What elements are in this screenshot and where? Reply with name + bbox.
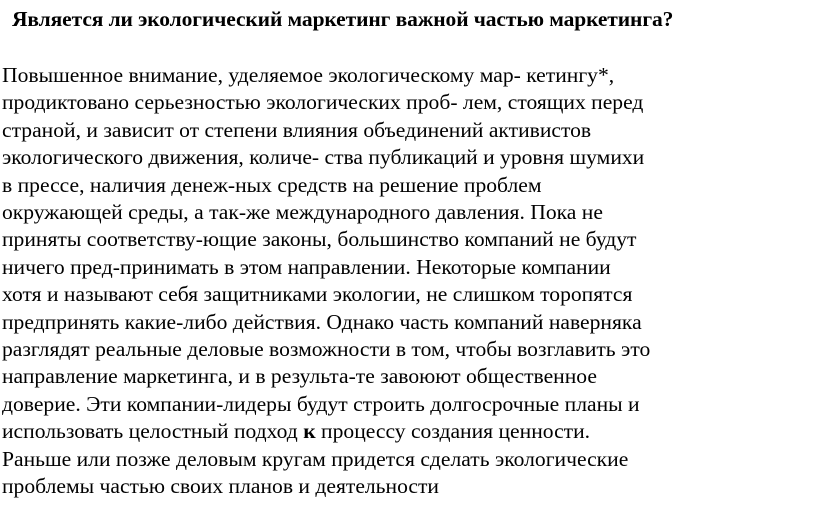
text-line: ничего пред-принимать в этом направлении. Некоторые компании — [2, 254, 611, 279]
text-line: доверие. Эти компании-лидеры будут строить долгосрочные планы и — [2, 391, 640, 416]
text-line: направление маркетинга, и в результа-те завоюют общественное — [2, 364, 597, 389]
text-segment: использовать целостный подход — [2, 419, 304, 444]
slide-body-text — [2, 62, 814, 501]
text-line: Раньше или позже деловым кругам придется сделать экологические — [2, 446, 629, 471]
text-line: хотя и называют себя защитниками экологии, не слишком торопятся — [2, 282, 633, 307]
text-segment: процессу создания ценности. — [315, 419, 591, 444]
text-line: проблемы частью своих планов и деятельности — [2, 474, 439, 499]
text-line: приняты соответству-ющие законы, большинство компаний не будут — [2, 227, 637, 252]
bold-preposition: к — [303, 419, 316, 444]
text-line: продиктовано серьезностью экологических проб- лем, стоящих перед — [2, 90, 644, 115]
text-line: в прессе, наличия денеж-ных средств на решение проблем — [2, 172, 542, 197]
text-line-with-bold — [2, 418, 814, 445]
text-line: Повышенное внимание, уделяемое экологическому мар- кетингу*, — [2, 63, 615, 87]
text-line: экологического движения, количе- ства публикаций и уровня шумихи — [2, 145, 645, 170]
text-line: окружающей среды, а так-же международного давления. Пока не — [2, 200, 603, 225]
text-line: разглядят реальные деловые возможности в том, чтобы возглавить это — [2, 337, 651, 362]
slide-title: Является ли экологический маркетинг важной частью маркетинга? — [12, 7, 674, 31]
text-line: предпринять какие-либо действия. Однако часть компаний наверняка — [2, 309, 642, 334]
text-line: страной, и зависит от степени влияния объединений активистов — [2, 117, 592, 142]
